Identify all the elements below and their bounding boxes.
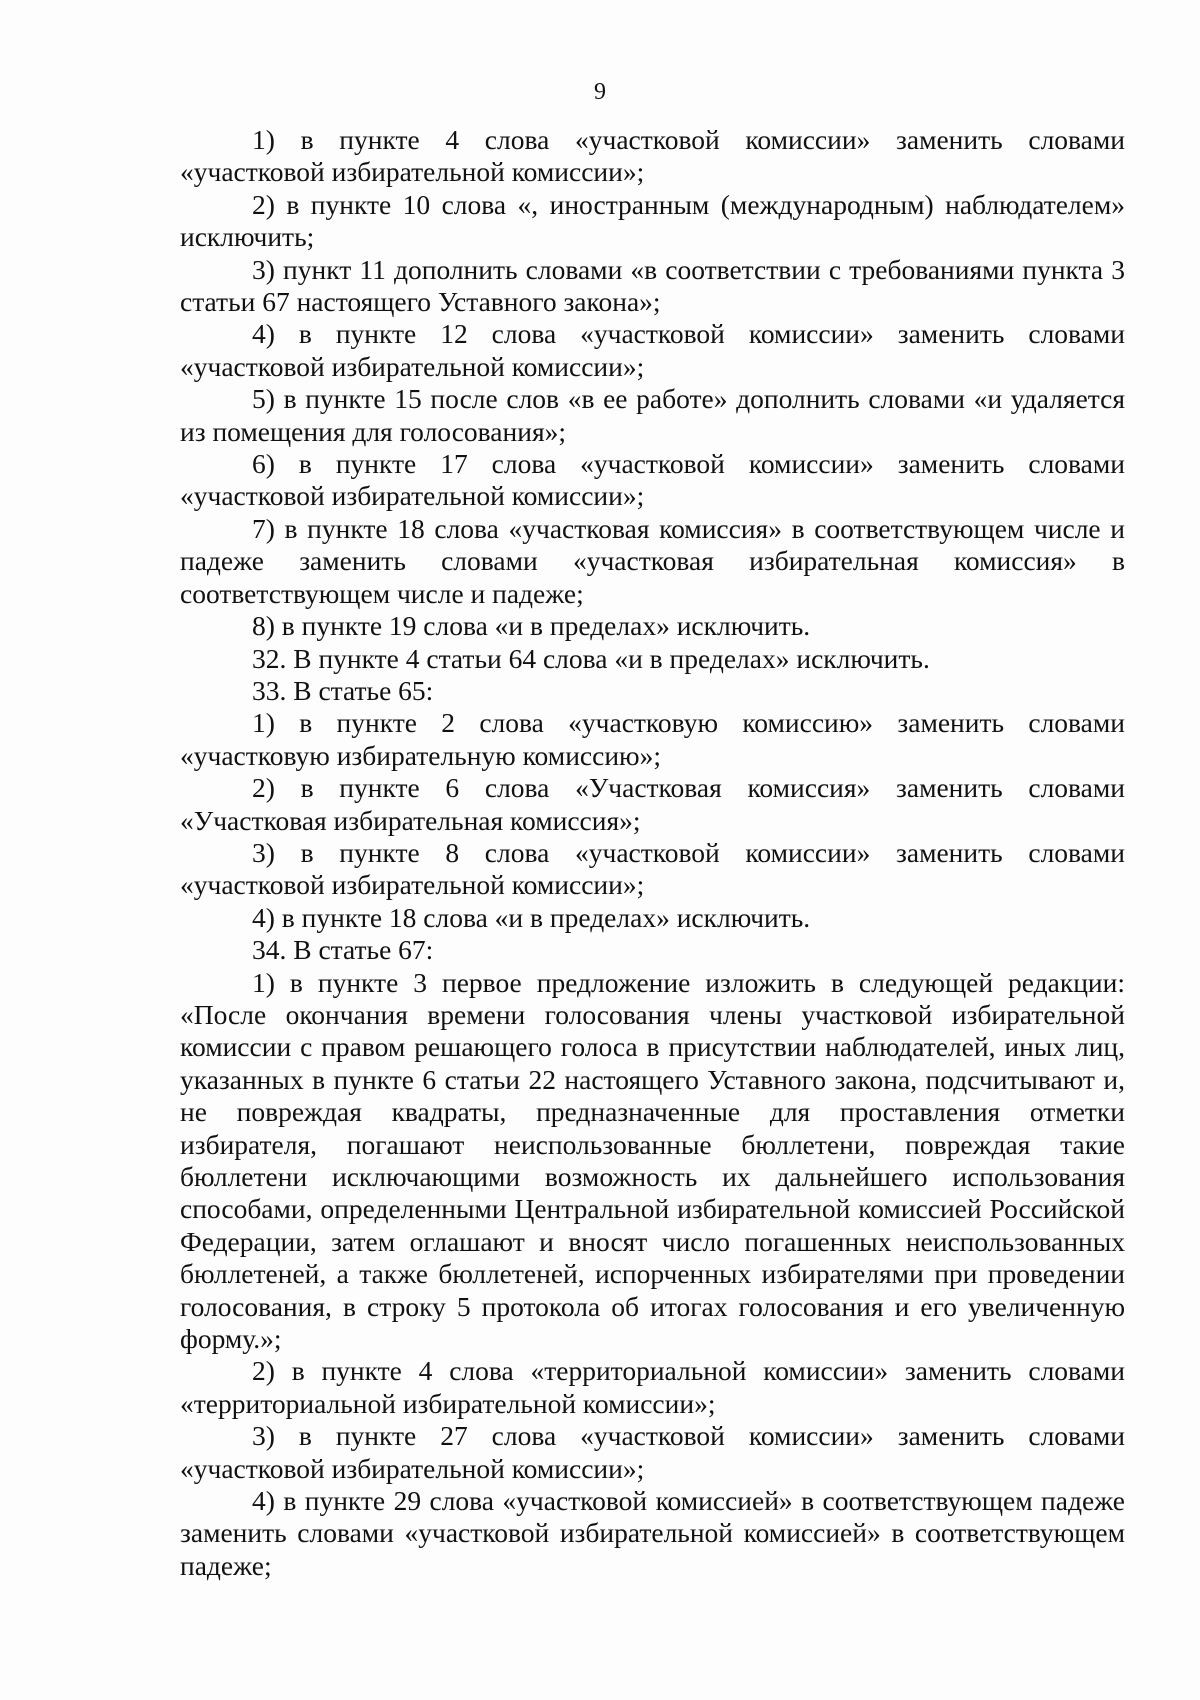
section-heading: 33. В статье 65: — [252, 674, 434, 706]
page-number: 9 — [594, 79, 606, 105]
section-heading: 32. В пункте 4 статьи 64 слова «и в пределах» исключить. — [252, 642, 930, 674]
paragraph: 3) пункт 11 дополнить словами «в соответствии с требованиями пункта 3 статьи 67 настоящего Уставного закона»; — [180, 253, 1125, 318]
paragraph: 1) в пункте 3 первое предложение изложить в следующей редакции: «После окончания времени голосования члены участковой избирательной комиссии с правом решающего голоса в присутствии наблюдателей, иных лиц, указанных в пункте 6 статьи 22 настоящего Уставного закона, подсчитывают и, не повреждая квадраты, предназначенные для проставления отметки избирателя, погашают неиспользованные бюллетени, повреждая такие бюллетени исключающими возможность их дальнейшего использования способами, определенными Центральной избирательной комиссией Российской Федерации, затем оглашают и вносят число погашенных неиспользованных бюллетеней, а также бюллетеней, испорченных избирателями при проведении голосования, в строку 5 протокола об итогах голосования и его увеличенную форму.»; — [180, 966, 1125, 1355]
paragraph: 3) в пункте 8 слова «участковой комиссии» заменить словами «участковой избирательной комиссии»; — [180, 836, 1125, 901]
paragraph: 5) в пункте 15 после слов «в ее работе» дополнить словами «и удаляется из помещения для голосования»; — [180, 383, 1125, 447]
paragraph: 4) в пункте 12 слова «участковой комиссии» заменить словами «участковой избирательной комиссии»; — [180, 318, 1125, 382]
section-heading: 34. В статье 67: — [252, 934, 434, 966]
paragraph: 3) в пункте 27 слова «участковой комиссии» заменить словами «участковой избирательной комиссии»; — [180, 1420, 1125, 1484]
paragraph: 2) в пункте 6 слова «Участковая комиссия» заменить словами «Участковая избирательная комиссия»; — [180, 772, 1125, 836]
paragraph: 8) в пункте 19 слова «и в пределах» исключить. — [252, 610, 811, 642]
paragraph: 2) в пункте 4 слова «территориальной комиссии» заменить словами «территориальной избирательной комиссии»; — [180, 1355, 1125, 1419]
paragraph: 4) в пункте 29 слова «участковой комиссией» в соответствующем падеже заменить словами «участковой избирательной комиссией» в соответствующем падеже; — [180, 1485, 1125, 1581]
paragraph: 7) в пункте 18 слова «участковая комиссия» в соответствующем числе и падеже заменить словами «участковая избирательная комиссия» в соответствующем числе и падеже; — [180, 512, 1125, 609]
document-body — [180, 124, 1125, 1582]
paragraph: 1) в пункте 2 слова «участковую комиссию» заменить словами «участковую избирательную комиссию»; — [180, 707, 1125, 771]
paragraph: 2) в пункте 10 слова «, иностранным (международным) наблюдателем» исключить; — [180, 188, 1125, 253]
paragraph: 1) в пункте 4 слова «участковой комиссии» заменить словами «участковой избирательной комиссии»; — [180, 124, 1125, 188]
paragraph: 4) в пункте 18 слова «и в пределах» исключить. — [252, 901, 811, 933]
paragraph: 6) в пункте 17 слова «участковой комиссии» заменить словами «участковой избирательной комиссии»; — [180, 448, 1125, 512]
